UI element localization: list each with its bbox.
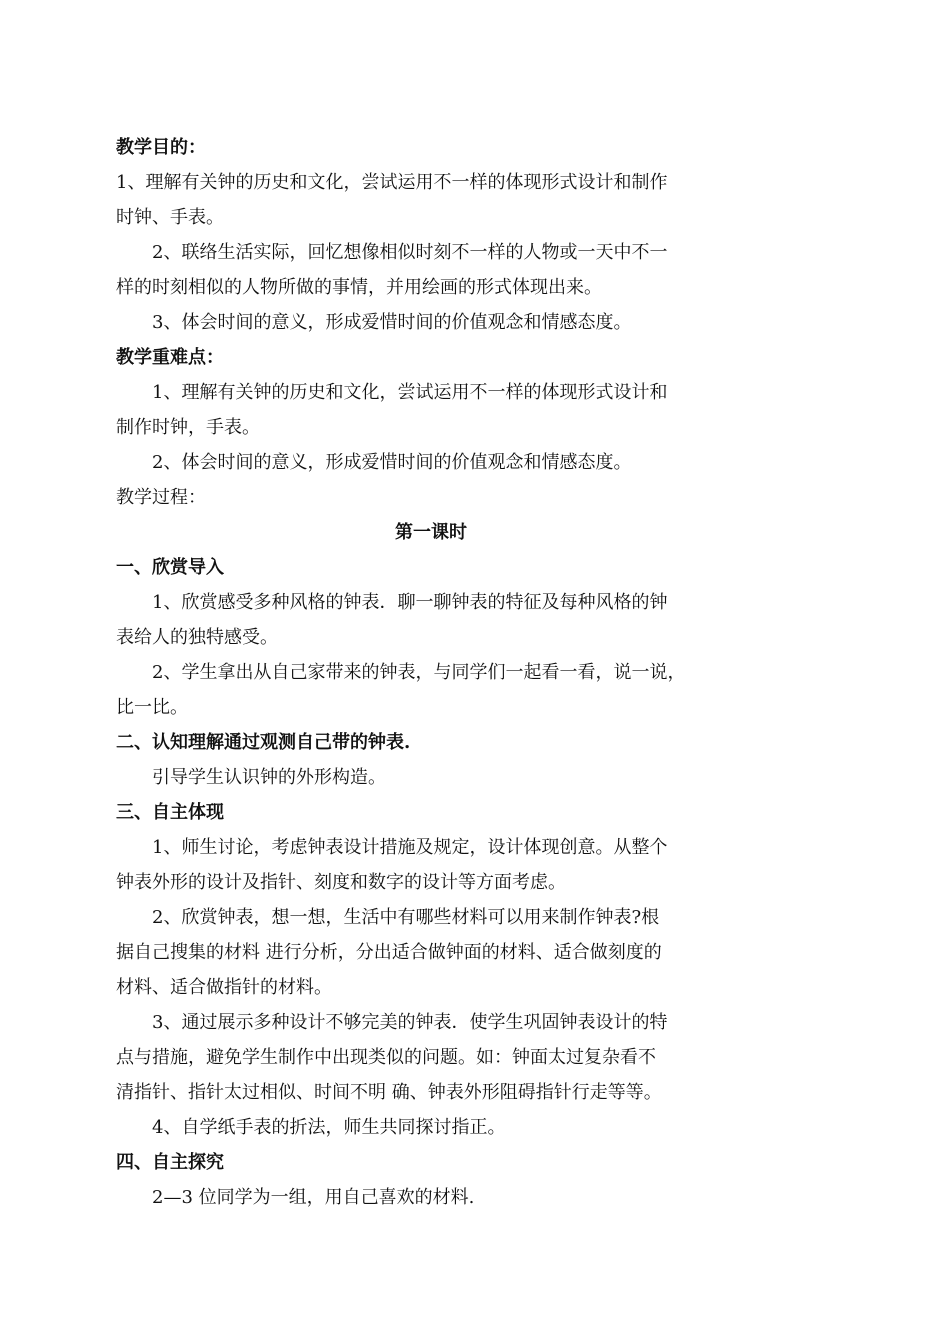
text-line: 表给人的独特感受。 (116, 627, 278, 648)
text-line: 引导学生认识钟的外形构造。 (152, 767, 386, 788)
text-line: 3、体会时间的意义，形成爱惜时间的价值观念和情感态度。 (152, 312, 632, 333)
text-line: 2、体会时间的意义，形成爱惜时间的价值观念和情感态度。 (152, 452, 632, 473)
section-heading: 教学目的： (116, 137, 206, 158)
text-line: 据自己搜集的材料 进行分析，分出适合做钟面的材料、适合做刻度的 (116, 942, 662, 963)
text-line: 1、理解有关钟的历史和文化，尝试运用不一样的体现形式设计和制作 (116, 172, 668, 193)
text-line: 材料、适合做指针的材料。 (116, 977, 332, 998)
text-line: 时钟、手表。 (116, 207, 224, 228)
text-line: 2、欣赏钟表，想一想，生活中有哪些材料可以用来制作钟表?根 (152, 907, 660, 928)
text-line: 2—3 位同学为一组，用自己喜欢的材料. (152, 1187, 475, 1208)
text-line: 1、欣赏感受多种风格的钟表．聊一聊钟表的特征及每种风格的钟 (152, 592, 668, 613)
text-line: 4、自学纸手表的折法，师生共同探讨指正。 (152, 1117, 506, 1138)
section-heading: 三、自主体现 (116, 802, 224, 823)
section-heading: 四、自主探究 (116, 1152, 224, 1173)
section-heading: 第一课时 (395, 522, 467, 543)
text-line: 1、师生讨论，考虑钟表设计措施及规定，设计体现创意。从整个 (152, 837, 668, 858)
document-body (116, 130, 716, 1215)
text-line: 教学过程： (116, 487, 206, 508)
text-line: 2、学生拿出从自己家带来的钟表，与同学们一起看一看，说一说， (152, 662, 686, 683)
text-line: 样的时刻相似的人物所做的事情，并用绘画的形式体现出来。 (116, 277, 602, 298)
text-line: 1、理解有关钟的历史和文化，尝试运用不一样的体现形式设计和 (152, 382, 668, 403)
text-line: 比一比。 (116, 697, 188, 718)
text-line: 3、通过展示多种设计不够完美的钟表．使学生巩固钟表设计的特 (152, 1012, 668, 1033)
text-line: 2、联络生活实际，回忆想像相似时刻不一样的人物或一天中不一 (152, 242, 668, 263)
section-heading: 二、认知理解通过观测自己带的钟表. (116, 732, 411, 753)
text-line: 清指针、指针太过相似、时间不明 确、钟表外形阻碍指针行走等等。 (116, 1082, 662, 1103)
text-line: 点与措施，避免学生制作中出现类似的问题。如：钟面太过复杂看不 (116, 1047, 656, 1068)
section-heading: 一、欣赏导入 (116, 557, 224, 578)
text-line: 钟表外形的设计及指针、刻度和数字的设计等方面考虑。 (116, 872, 566, 893)
text-line: 制作时钟，手表。 (116, 417, 260, 438)
section-heading: 教学重难点： (116, 347, 224, 368)
